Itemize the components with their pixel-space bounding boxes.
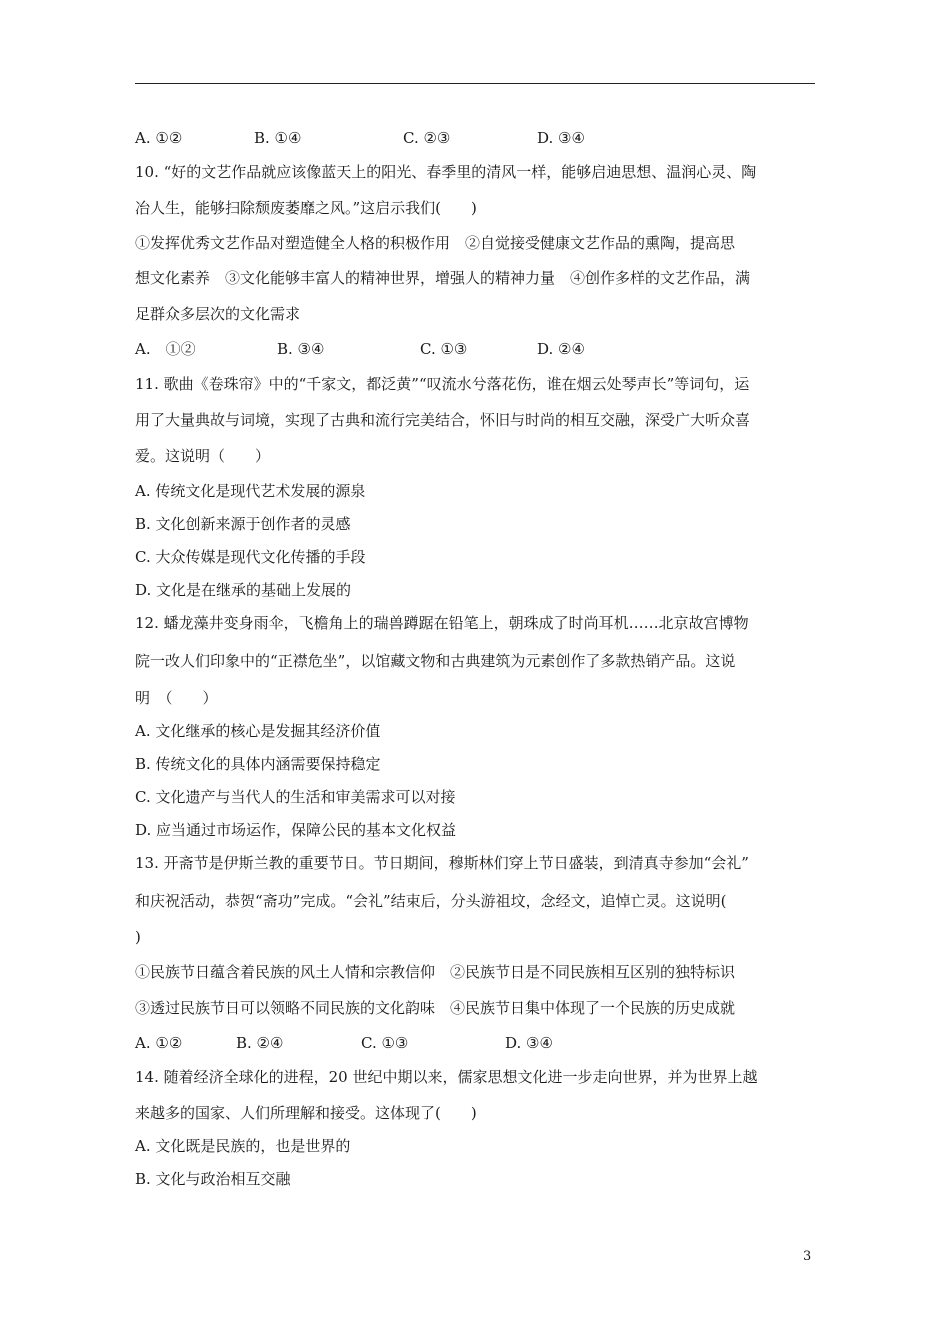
q13-stem-line-1: 13. 开斋节是伊斯兰教的重要节日。节日期间，穆斯林们穿上节日盛装，到清真寺参加“会礼” [135, 854, 749, 872]
q9-option-a: A. ①② [135, 129, 183, 147]
q14-option-b: B. 文化与政治相互交融 [135, 1170, 291, 1188]
q10-stem-line-1: 10. “好的文艺作品就应该像蓝天上的阳光、春季里的清风一样，能够启迪思想、温润心灵、陶 [135, 163, 757, 181]
q9-option-d: D. ③④ [537, 129, 585, 147]
q10-stem-line-2: 冶人生，能够扫除颓废萎靡之风。”这启示我们( ) [135, 199, 477, 217]
q9-option-c: C. ②③ [403, 129, 451, 147]
q12-stem-line-2: 院一改人们印象中的“正襟危坐”，以馆藏文物和古典建筑为元素创作了多款热销产品。这说 [135, 652, 736, 670]
page-number: 3 [803, 1249, 812, 1264]
q13-option-c: C. ①③ [361, 1034, 409, 1052]
q14-stem-line-2: 来越多的国家、人们所理解和接受。这体现了( ) [135, 1104, 477, 1122]
q13-statement-line-1: ①民族节日蕴含着民族的风土人情和宗教信仰 ②民族节日是不同民族相互区别的独特标识 [135, 963, 736, 981]
q13-option-d: D. ③④ [505, 1034, 553, 1052]
q12-option-a: A. 文化继承的核心是发掘其经济价值 [135, 722, 381, 740]
q11-option-b: B. 文化创新来源于创作者的灵感 [135, 515, 351, 533]
q9-option-b: B. ①④ [254, 129, 302, 147]
q13-statement-line-2: ③透过民族节日可以领略不同民族的文化韵味 ④民族节日集中体现了一个民族的历史成就 [135, 999, 736, 1017]
q12-option-d: D. 应当通过市场运作，保障公民的基本文化权益 [135, 821, 457, 839]
q12-stem-line-3: 明 （ ） [135, 689, 218, 707]
q10-statement-line-1: ①发挥优秀文艺作品对塑造健全人格的积极作用 ②自觉接受健康文艺作品的熏陶，提高思 [135, 234, 736, 252]
q13-option-b: B. ②④ [236, 1034, 284, 1052]
q10-option-d: D. ②④ [537, 340, 585, 358]
q11-option-c: C. 大众传媒是现代文化传播的手段 [135, 548, 366, 566]
q14-option-a: A. 文化既是民族的，也是世界的 [135, 1137, 351, 1155]
q11-stem-line-3: 爱。这说明（ ） [135, 447, 271, 465]
q10-option-c: C. ①③ [420, 340, 468, 358]
q14-stem-line-1: 14. 随着经济全球化的进程，20 世纪中期以来，儒家思想文化进一步走向世界，并为世界上越 [135, 1068, 758, 1086]
header-rule [135, 83, 815, 84]
q10-option-b: B. ③④ [277, 340, 325, 358]
q11-option-a: A. 传统文化是现代艺术发展的源泉 [135, 482, 366, 500]
q11-stem-line-2: 用了大量典故与词境，实现了古典和流行完美结合，怀旧与时尚的相互交融，深受广大听众喜 [135, 411, 751, 429]
q13-option-a: A. ①② [135, 1034, 183, 1052]
q12-option-b: B. 传统文化的具体内涵需要保持稳定 [135, 755, 381, 773]
q13-stem-line-2: 和庆祝活动，恭贺“斋功”完成。“会礼”结束后，分头游祖坟，念经文，追悼亡灵。这说明( [135, 892, 727, 910]
q10-option-a: A. ①② [135, 340, 196, 358]
q12-option-c: C. 文化遗产与当代人的生活和审美需求可以对接 [135, 788, 456, 806]
q10-statement-line-3: 足群众多层次的文化需求 [135, 305, 301, 323]
q12-stem-line-1: 12. 蟠龙藻井变身雨伞，飞檐角上的瑞兽蹲踞在铅笔上，朝珠成了时尚耳机……北京故宫博物 [135, 614, 749, 632]
q10-statement-line-2: 想文化素养 ③文化能够丰富人的精神世界，增强人的精神力量 ④创作多样的文艺作品，满 [135, 269, 751, 287]
q11-stem-line-1: 11. 歌曲《卷珠帘》中的“千家文，都泛黄”“叹流水兮落花伤，谁在烟云处琴声长”等词句，运 [135, 375, 750, 393]
q11-option-d: D. 文化是在继承的基础上发展的 [135, 581, 352, 599]
q13-stem-line-3: ) [135, 928, 141, 946]
